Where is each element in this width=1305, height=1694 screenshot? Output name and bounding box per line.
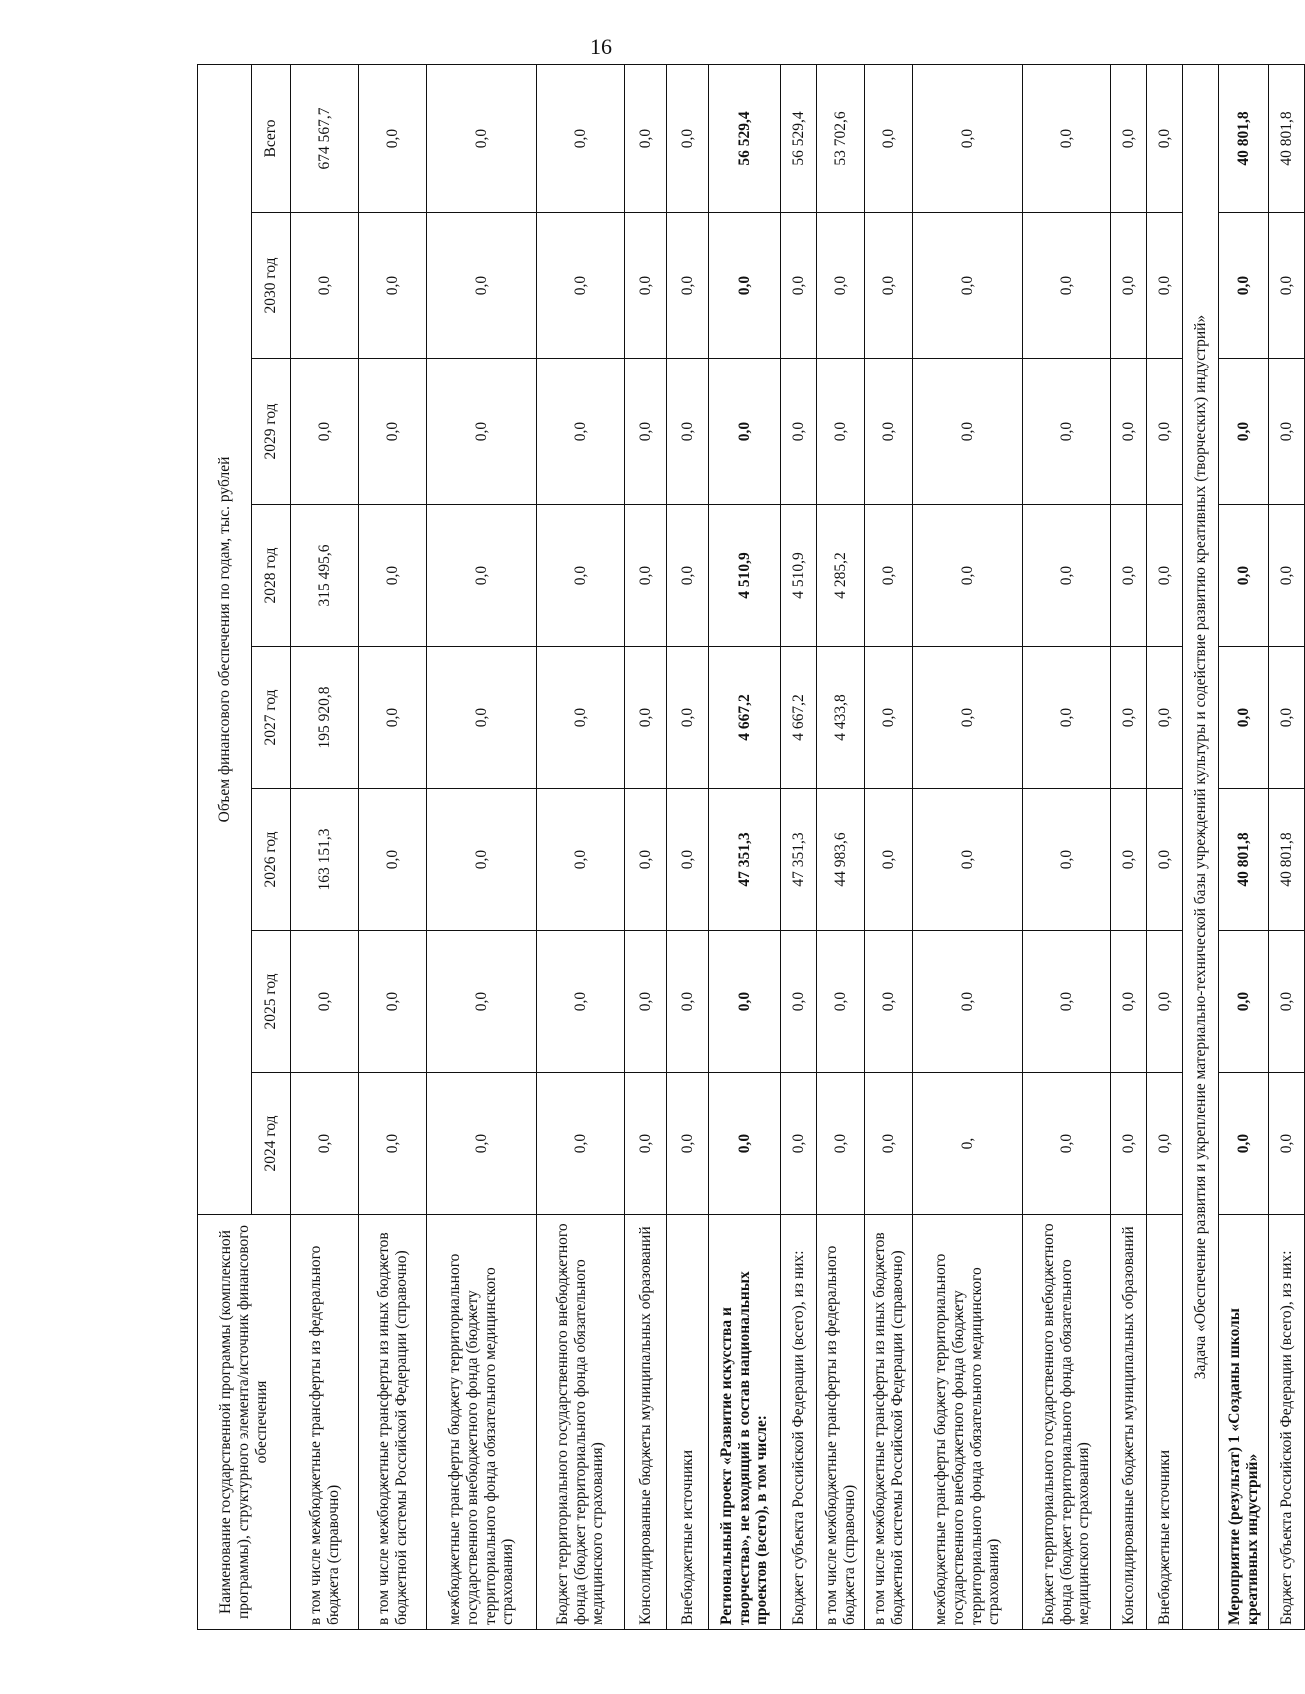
value-cell: 56 529,4 bbox=[709, 65, 781, 213]
value-cell: 0,0 bbox=[291, 1073, 359, 1215]
value-cell: 4 667,2 bbox=[709, 647, 781, 789]
value-cell: 4 285,2 bbox=[817, 505, 865, 647]
row-label: Консолидированные бюджеты муниципальных образований bbox=[625, 1215, 667, 1630]
table-row bbox=[667, 65, 709, 1630]
value-cell: 0,0 bbox=[537, 359, 625, 505]
row-label: Мероприятие (результат) 1 «Созданы школы креативных индустрий» bbox=[1219, 1215, 1269, 1630]
value-cell: 0,0 bbox=[913, 505, 1023, 647]
value-cell: 0,0 bbox=[1269, 647, 1305, 789]
value-cell: 0,0 bbox=[291, 359, 359, 505]
value-cell: 0,0 bbox=[1023, 213, 1111, 359]
value-cell: 0,0 bbox=[1219, 213, 1269, 359]
value-cell: 0,0 bbox=[427, 65, 537, 213]
value-cell: 0,0 bbox=[709, 931, 781, 1073]
value-cell: 0,0 bbox=[359, 789, 427, 931]
value-cell: 0,0 bbox=[1269, 1073, 1305, 1215]
value-cell: 0,0 bbox=[625, 647, 667, 789]
value-cell: 0,0 bbox=[1023, 647, 1111, 789]
value-cell: 0,0 bbox=[667, 359, 709, 505]
value-cell: 0,0 bbox=[865, 931, 913, 1073]
value-cell: 0,0 bbox=[913, 65, 1023, 213]
value-cell: 195 920,8 bbox=[291, 647, 359, 789]
value-cell: 0,0 bbox=[625, 359, 667, 505]
value-cell: 56 529,4 bbox=[781, 65, 817, 213]
value-cell: 0,0 bbox=[1023, 65, 1111, 213]
financing-table bbox=[197, 64, 1305, 1630]
value-cell: 0,0 bbox=[1111, 1073, 1147, 1215]
value-cell: 0,0 bbox=[865, 1073, 913, 1215]
value-cell: 0,0 bbox=[1111, 65, 1147, 213]
value-cell: 0,0 bbox=[625, 931, 667, 1073]
table-row bbox=[781, 65, 817, 1630]
value-cell: 47 351,3 bbox=[709, 789, 781, 931]
value-cell: 0,0 bbox=[1023, 359, 1111, 505]
table-row bbox=[817, 65, 865, 1630]
value-cell: 0,0 bbox=[625, 789, 667, 931]
header-year: Всего bbox=[252, 65, 291, 213]
value-cell: 40 801,8 bbox=[1269, 65, 1305, 213]
table-row bbox=[1219, 65, 1269, 1630]
value-cell: 0,0 bbox=[1219, 647, 1269, 789]
value-cell: 0,0 bbox=[537, 647, 625, 789]
value-cell: 0,0 bbox=[817, 359, 865, 505]
value-cell: 315 495,6 bbox=[291, 505, 359, 647]
value-cell: 0,0 bbox=[537, 505, 625, 647]
value-cell: 0,0 bbox=[1147, 647, 1183, 789]
value-cell: 0,0 bbox=[427, 359, 537, 505]
row-label: в том числе межбюджетные трансферты из федерального бюджета (справочно) bbox=[291, 1215, 359, 1630]
value-cell: 0,0 bbox=[1147, 1073, 1183, 1215]
value-cell: 0,0 bbox=[781, 359, 817, 505]
table-row bbox=[291, 65, 359, 1630]
value-cell: 0,0 bbox=[1269, 931, 1305, 1073]
table-row bbox=[427, 65, 537, 1630]
value-cell: 0,0 bbox=[913, 647, 1023, 789]
header-year: 2029 год bbox=[252, 359, 291, 505]
row-label: в том числе межбюджетные трансферты из иных бюджетов бюджетной системы Российской Федерации (справочно) bbox=[865, 1215, 913, 1630]
value-cell: 0,0 bbox=[913, 213, 1023, 359]
value-cell: 44 983,6 bbox=[817, 789, 865, 931]
value-cell: 0,0 bbox=[667, 65, 709, 213]
value-cell: 0,0 bbox=[1147, 359, 1183, 505]
value-cell: 0,0 bbox=[913, 931, 1023, 1073]
value-cell: 0,0 bbox=[427, 505, 537, 647]
value-cell: 0,0 bbox=[913, 359, 1023, 505]
value-cell: 0,0 bbox=[625, 213, 667, 359]
value-cell: 0,0 bbox=[1147, 505, 1183, 647]
value-cell: 0,0 bbox=[359, 931, 427, 1073]
value-cell: 0,0 bbox=[817, 213, 865, 359]
value-cell: 0,0 bbox=[291, 931, 359, 1073]
row-label: Региональный проект «Развитие искусства и творчества», не входящий в состав национальных проектов (всего), в том числе: bbox=[709, 1215, 781, 1630]
value-cell: 40 801,8 bbox=[1219, 65, 1269, 213]
value-cell: 0,0 bbox=[1219, 931, 1269, 1073]
value-cell: 0,0 bbox=[427, 789, 537, 931]
value-cell: 0,0 bbox=[625, 65, 667, 213]
row-label: межбюджетные трансферты бюджету территориального государственного внебюджетного фонда (бюджету территориального фонда обязательного медицинского страхования) bbox=[427, 1215, 537, 1630]
value-cell: 0,0 bbox=[537, 213, 625, 359]
value-cell: 0,0 bbox=[1147, 931, 1183, 1073]
value-cell: 0,0 bbox=[359, 1073, 427, 1215]
row-label: Бюджет территориального государственного внебюджетного фонда (бюджет территориального фонда обязательного медицинского страхования) bbox=[1023, 1215, 1111, 1630]
value-cell: 0,0 bbox=[1269, 213, 1305, 359]
value-cell: 0,0 bbox=[1111, 505, 1147, 647]
table-row bbox=[913, 65, 1023, 1630]
value-cell: 0,0 bbox=[537, 789, 625, 931]
value-cell: 0,0 bbox=[709, 1073, 781, 1215]
value-cell: 0,0 bbox=[667, 213, 709, 359]
value-cell: 0,0 bbox=[1111, 647, 1147, 789]
table-row bbox=[1111, 65, 1147, 1630]
value-cell: 0,0 bbox=[817, 1073, 865, 1215]
value-cell: 4 667,2 bbox=[781, 647, 817, 789]
row-label: в том числе межбюджетные трансферты из федерального бюджета (справочно) bbox=[817, 1215, 865, 1630]
row-label: Бюджет территориального государственного внебюджетного фонда (бюджет территориального фонда обязательного медицинского страхования) bbox=[537, 1215, 625, 1630]
row-label: межбюджетные трансферты бюджету территориального государственного внебюджетного фонда (бюджету территориального фонда обязательного медицинского страхования) bbox=[913, 1215, 1023, 1630]
value-cell: 0,0 bbox=[359, 505, 427, 647]
row-label: Бюджет субъекта Российской Федерации (всего), из них: bbox=[1269, 1215, 1305, 1630]
value-cell: 0,0 bbox=[427, 213, 537, 359]
value-cell: 0,0 bbox=[1269, 505, 1305, 647]
table-row bbox=[1023, 65, 1111, 1630]
header-year: 2027 год bbox=[252, 647, 291, 789]
value-cell: 0,0 bbox=[667, 647, 709, 789]
table-row bbox=[625, 65, 667, 1630]
row-label: в том числе межбюджетные трансферты из иных бюджетов бюджетной системы Российской Федерации (справочно) bbox=[359, 1215, 427, 1630]
value-cell: 0,0 bbox=[865, 213, 913, 359]
value-cell: 4 510,9 bbox=[709, 505, 781, 647]
value-cell: 4 433,8 bbox=[817, 647, 865, 789]
value-cell: 0,0 bbox=[1111, 931, 1147, 1073]
value-cell: 0,0 bbox=[1219, 1073, 1269, 1215]
table-row bbox=[1147, 65, 1183, 1630]
value-cell: 0,0 bbox=[427, 647, 537, 789]
value-cell: 0,0 bbox=[865, 359, 913, 505]
table-row bbox=[537, 65, 625, 1630]
value-cell: 4 510,9 bbox=[781, 505, 817, 647]
value-cell: 40 801,8 bbox=[1219, 789, 1269, 931]
value-cell: 0,0 bbox=[1147, 789, 1183, 931]
value-cell: 0,0 bbox=[359, 647, 427, 789]
value-cell: 0,0 bbox=[913, 789, 1023, 931]
value-cell: 0,0 bbox=[1023, 789, 1111, 931]
value-cell: 0,0 bbox=[1219, 359, 1269, 505]
value-cell: 0,0 bbox=[865, 505, 913, 647]
value-cell: 47 351,3 bbox=[781, 789, 817, 931]
value-cell: 0,0 bbox=[537, 1073, 625, 1215]
value-cell: 0,0 bbox=[709, 213, 781, 359]
table-row bbox=[359, 65, 427, 1630]
value-cell: 0,0 bbox=[427, 931, 537, 1073]
value-cell: 53 702,6 bbox=[817, 65, 865, 213]
table-row bbox=[865, 65, 913, 1630]
value-cell: 0,0 bbox=[1023, 931, 1111, 1073]
page-number: 16 bbox=[590, 34, 612, 59]
task-title: Задача «Обеспечение развития и укрепление материально-технической базы учреждений культуры и содействие развитию креативных (творческих) индустрий» bbox=[1183, 65, 1219, 1630]
value-cell: 0,0 bbox=[427, 1073, 537, 1215]
value-cell: 0,0 bbox=[667, 1073, 709, 1215]
row-label: Бюджет субъекта Российской Федерации (всего), из них: bbox=[781, 1215, 817, 1630]
value-cell: 0,0 bbox=[537, 931, 625, 1073]
row-label: Внебюджетные источники bbox=[1147, 1215, 1183, 1630]
value-cell: 0,0 bbox=[865, 789, 913, 931]
value-cell: 0,0 bbox=[359, 359, 427, 505]
header-funding-group: Объем финансового обеспечения по годам, тыс. рублей bbox=[198, 65, 252, 1215]
value-cell: 0,0 bbox=[667, 931, 709, 1073]
value-cell: 0,0 bbox=[537, 65, 625, 213]
value-cell: 0,0 bbox=[1023, 1073, 1111, 1215]
value-cell: 0,0 bbox=[817, 931, 865, 1073]
header-name-column: Наименование государственной программы (комплексной программы), структурного элемента/источник финансового обеспечения bbox=[198, 1215, 291, 1630]
value-cell: 0,0 bbox=[359, 213, 427, 359]
value-cell: 0,0 bbox=[1111, 213, 1147, 359]
value-cell: 0,0 bbox=[865, 65, 913, 213]
task-row bbox=[1183, 65, 1219, 1630]
value-cell: 163 151,3 bbox=[291, 789, 359, 931]
value-cell: 0,0 bbox=[1269, 359, 1305, 505]
value-cell: 0,0 bbox=[291, 213, 359, 359]
value-cell: 0,0 bbox=[1219, 505, 1269, 647]
rotated-table-container bbox=[197, 65, 1295, 1630]
value-cell: 0,0 bbox=[625, 505, 667, 647]
value-cell: 0,0 bbox=[781, 931, 817, 1073]
header-year: 2028 год bbox=[252, 505, 291, 647]
value-cell: 0,0 bbox=[1147, 65, 1183, 213]
value-cell: 674 567,7 bbox=[291, 65, 359, 213]
row-label: Консолидированные бюджеты муниципальных образований bbox=[1111, 1215, 1147, 1630]
value-cell: 0,0 bbox=[709, 359, 781, 505]
value-cell: 0,0 bbox=[781, 213, 817, 359]
row-label: Внебюджетные источники bbox=[667, 1215, 709, 1630]
header-year: 2030 год bbox=[252, 213, 291, 359]
table-row bbox=[1269, 65, 1305, 1630]
value-cell: 0,0 bbox=[359, 65, 427, 213]
table-row bbox=[709, 65, 781, 1630]
value-cell: 0,0 bbox=[1147, 213, 1183, 359]
value-cell: 0,0 bbox=[667, 505, 709, 647]
value-cell: 0,0 bbox=[1023, 505, 1111, 647]
value-cell: 0,0 bbox=[865, 647, 913, 789]
header-year: 2026 год bbox=[252, 789, 291, 931]
value-cell: 0,0 bbox=[625, 1073, 667, 1215]
header-year: 2025 год bbox=[252, 931, 291, 1073]
value-cell: 0,0 bbox=[781, 1073, 817, 1215]
value-cell: 0,0 bbox=[1111, 359, 1147, 505]
value-cell: 0, bbox=[913, 1073, 1023, 1215]
value-cell: 0,0 bbox=[1111, 789, 1147, 931]
header-year: 2024 год bbox=[252, 1073, 291, 1215]
value-cell: 40 801,8 bbox=[1269, 789, 1305, 931]
value-cell: 0,0 bbox=[667, 789, 709, 931]
